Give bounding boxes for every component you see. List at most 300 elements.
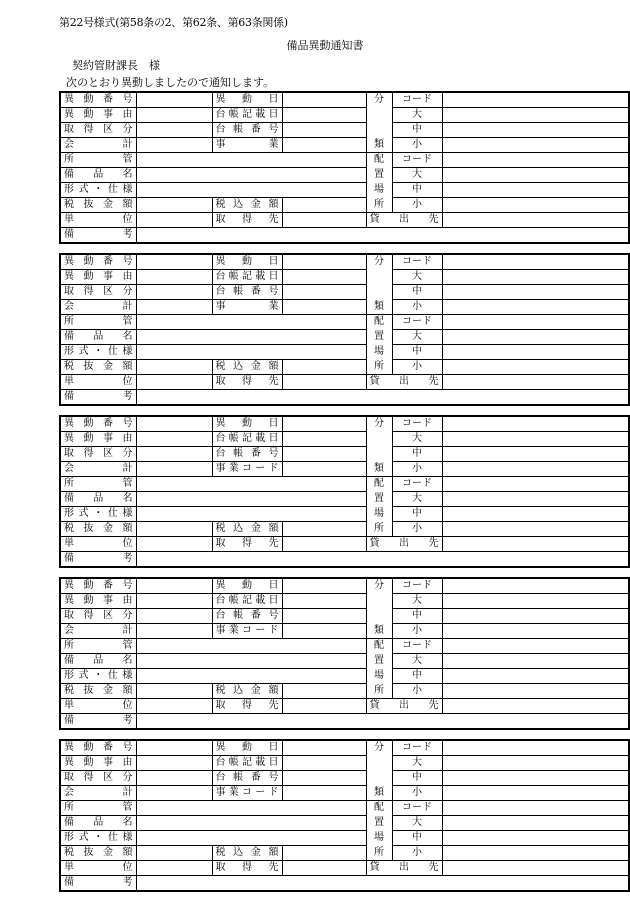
class-middle-label: 中 [392, 285, 442, 300]
label-transfer-reason: 異 動 事 由 [60, 432, 136, 447]
location-code-label: コード [392, 153, 442, 168]
notice-block [59, 739, 630, 892]
value-supplier[interactable] [282, 699, 366, 714]
value-class-small[interactable] [442, 624, 629, 639]
table-row [60, 714, 629, 730]
category-bunrui-top: 分 [366, 254, 392, 270]
value-transfer-number[interactable] [136, 416, 212, 432]
table-row [60, 477, 629, 492]
value-location-code[interactable] [442, 315, 629, 330]
label-transfer-reason: 異 動 事 由 [60, 108, 136, 123]
table-row [60, 228, 629, 244]
table-row [60, 507, 629, 522]
notice-block [59, 415, 630, 568]
value-location-large[interactable] [442, 330, 629, 345]
value-class-large[interactable] [442, 432, 629, 447]
class-large-label: 大 [392, 594, 442, 609]
value-transfer-reason[interactable] [136, 594, 212, 609]
category-location-2: 置 [366, 654, 392, 669]
label-project: 事 業 [212, 300, 282, 315]
label-project: 事業コード [212, 462, 282, 477]
value-supplier[interactable] [282, 375, 366, 390]
label-ledger-date: 台帳記載日 [212, 432, 282, 447]
value-project[interactable] [282, 300, 366, 315]
value-location-small[interactable] [442, 522, 629, 537]
value-department[interactable] [136, 315, 366, 330]
value-lending-to[interactable] [442, 375, 629, 390]
label-department: 所 管 [60, 315, 136, 330]
value-price-incl-tax[interactable] [282, 522, 366, 537]
label-acquisition-type: 取 得 区 分 [60, 123, 136, 138]
value-unit[interactable] [136, 375, 212, 390]
value-transfer-date[interactable] [282, 92, 366, 108]
label-lending-to: 貸 出 先 [366, 861, 442, 876]
category-bunrui-bottom: 類 [366, 786, 392, 801]
addressee: 契約管財課長 様 [72, 59, 160, 72]
value-ledger-number[interactable] [282, 123, 366, 138]
category-bunrui-top: 分 [366, 92, 392, 108]
category-location-2: 置 [366, 330, 392, 345]
value-ledger-date[interactable] [282, 108, 366, 123]
table-row [60, 522, 629, 537]
table-row [60, 108, 629, 123]
value-location-code[interactable] [442, 801, 629, 816]
table-row [60, 270, 629, 285]
table-row [60, 447, 629, 462]
value-acquisition-type[interactable] [136, 771, 212, 786]
value-ledger-date[interactable] [282, 756, 366, 771]
value-price-incl-tax[interactable] [282, 684, 366, 699]
value-department[interactable] [136, 639, 366, 654]
value-location-code[interactable] [442, 153, 629, 168]
category-location-4: 所 [366, 684, 392, 699]
value-price-incl-tax[interactable] [282, 360, 366, 375]
label-department: 所 管 [60, 153, 136, 168]
value-acquisition-type[interactable] [136, 447, 212, 462]
table-row [60, 198, 629, 213]
category-bunrui-bottom: 類 [366, 462, 392, 477]
value-project[interactable] [282, 786, 366, 801]
label-price-excl-tax: 税 抜 金 額 [60, 198, 136, 213]
location-middle-label: 中 [392, 507, 442, 522]
location-small-label: 小 [392, 360, 442, 375]
category-bunrui-top: 分 [366, 416, 392, 432]
label-model-spec: 形式・仕様 [60, 183, 136, 198]
label-ledger-number: 台 帳 番 号 [212, 123, 282, 138]
table-row [60, 92, 629, 108]
value-location-middle[interactable] [442, 345, 629, 360]
table-row [60, 594, 629, 609]
class-large-label: 大 [392, 432, 442, 447]
label-supplier: 取 得 先 [212, 537, 282, 552]
value-remarks[interactable] [136, 714, 629, 730]
table-row [60, 375, 629, 390]
label-unit: 単 位 [60, 861, 136, 876]
value-department[interactable] [136, 477, 366, 492]
label-accounting: 会 計 [60, 624, 136, 639]
label-transfer-reason: 異 動 事 由 [60, 594, 136, 609]
value-transfer-date[interactable] [282, 740, 366, 756]
category-location-4: 所 [366, 198, 392, 213]
value-ledger-number[interactable] [282, 285, 366, 300]
label-transfer-reason: 異 動 事 由 [60, 270, 136, 285]
value-class-large[interactable] [442, 756, 629, 771]
table-row [60, 462, 629, 477]
table-row [60, 801, 629, 816]
label-transfer-date: 異 動 日 [212, 740, 282, 756]
class-large-label: 大 [392, 270, 442, 285]
label-lending-to: 貸 出 先 [366, 537, 442, 552]
label-price-incl-tax: 税 込 金 額 [212, 684, 282, 699]
label-lending-to: 貸 出 先 [366, 213, 442, 228]
label-transfer-date: 異 動 日 [212, 254, 282, 270]
class-small-label: 小 [392, 462, 442, 477]
table-row [60, 330, 629, 345]
value-transfer-number[interactable] [136, 254, 212, 270]
class-large-label: 大 [392, 108, 442, 123]
table-row [60, 432, 629, 447]
value-transfer-date[interactable] [282, 578, 366, 594]
value-project[interactable] [282, 138, 366, 153]
table-row [60, 876, 629, 892]
value-department[interactable] [136, 801, 366, 816]
table-row [60, 492, 629, 507]
class-small-label: 小 [392, 786, 442, 801]
value-class-code[interactable] [442, 92, 629, 108]
code-label: コード [392, 740, 442, 756]
value-ledger-number[interactable] [282, 771, 366, 786]
value-model-spec[interactable] [136, 669, 366, 684]
value-acquisition-type[interactable] [136, 609, 212, 624]
table-row [60, 654, 629, 669]
label-price-incl-tax: 税 込 金 額 [212, 522, 282, 537]
label-transfer-number: 異 動 番 号 [60, 254, 136, 270]
location-large-label: 大 [392, 168, 442, 183]
label-remarks: 備 考 [60, 390, 136, 406]
value-class-middle[interactable] [442, 609, 629, 624]
value-transfer-reason[interactable] [136, 756, 212, 771]
value-accounting[interactable] [136, 786, 212, 801]
label-department: 所 管 [60, 477, 136, 492]
value-price-incl-tax[interactable] [282, 846, 366, 861]
label-item-name: 備 品 名 [60, 654, 136, 669]
table-row [60, 756, 629, 771]
table-row [60, 816, 629, 831]
value-location-large[interactable] [442, 654, 629, 669]
label-supplier: 取 得 先 [212, 213, 282, 228]
value-model-spec[interactable] [136, 345, 366, 360]
label-remarks: 備 考 [60, 714, 136, 730]
value-class-code[interactable] [442, 416, 629, 432]
value-remarks[interactable] [136, 228, 629, 244]
value-location-code[interactable] [442, 477, 629, 492]
value-transfer-reason[interactable] [136, 270, 212, 285]
value-department[interactable] [136, 153, 366, 168]
label-model-spec: 形式・仕様 [60, 507, 136, 522]
value-ledger-number[interactable] [282, 447, 366, 462]
code-label: コード [392, 578, 442, 594]
label-unit: 単 位 [60, 213, 136, 228]
value-class-large[interactable] [442, 108, 629, 123]
label-unit: 単 位 [60, 375, 136, 390]
location-small-label: 小 [392, 846, 442, 861]
table-row [60, 345, 629, 360]
label-unit: 単 位 [60, 699, 136, 714]
table-row [60, 684, 629, 699]
table-row [60, 254, 629, 270]
value-location-small[interactable] [442, 846, 629, 861]
value-location-middle[interactable] [442, 669, 629, 684]
value-transfer-number[interactable] [136, 578, 212, 594]
value-item-name[interactable] [136, 492, 366, 507]
value-class-small[interactable] [442, 462, 629, 477]
table-row [60, 390, 629, 406]
value-class-code[interactable] [442, 740, 629, 756]
location-code-label: コード [392, 315, 442, 330]
label-price-excl-tax: 税 抜 金 額 [60, 684, 136, 699]
location-middle-label: 中 [392, 183, 442, 198]
value-supplier[interactable] [282, 213, 366, 228]
location-small-label: 小 [392, 522, 442, 537]
category-location-2: 置 [366, 168, 392, 183]
value-location-large[interactable] [442, 816, 629, 831]
location-middle-label: 中 [392, 831, 442, 846]
location-code-label: コード [392, 639, 442, 654]
label-acquisition-type: 取 得 区 分 [60, 285, 136, 300]
table-row [60, 213, 629, 228]
code-label: コード [392, 254, 442, 270]
class-large-label: 大 [392, 756, 442, 771]
label-model-spec: 形式・仕様 [60, 345, 136, 360]
label-supplier: 取 得 先 [212, 699, 282, 714]
value-item-name[interactable] [136, 330, 366, 345]
value-project[interactable] [282, 462, 366, 477]
table-row [60, 669, 629, 684]
value-accounting[interactable] [136, 138, 212, 153]
value-class-code[interactable] [442, 578, 629, 594]
class-small-label: 小 [392, 624, 442, 639]
category-location-4: 所 [366, 846, 392, 861]
value-ledger-date[interactable] [282, 270, 366, 285]
value-remarks[interactable] [136, 552, 629, 568]
label-lending-to: 貸 出 先 [366, 699, 442, 714]
intro-text: 次のとおり異動しましたので通知します。 [66, 76, 275, 89]
value-ledger-date[interactable] [282, 594, 366, 609]
value-lending-to[interactable] [442, 537, 629, 552]
location-code-label: コード [392, 477, 442, 492]
label-item-name: 備 品 名 [60, 330, 136, 345]
value-price-excl-tax[interactable] [136, 360, 212, 375]
value-transfer-reason[interactable] [136, 432, 212, 447]
category-location-1: 配 [366, 153, 392, 168]
label-accounting: 会 計 [60, 138, 136, 153]
label-price-excl-tax: 税 抜 金 額 [60, 846, 136, 861]
value-project[interactable] [282, 624, 366, 639]
value-acquisition-type[interactable] [136, 123, 212, 138]
category-bunrui-bottom: 類 [366, 624, 392, 639]
value-location-small[interactable] [442, 360, 629, 375]
category-location-3: 場 [366, 183, 392, 198]
value-ledger-number[interactable] [282, 609, 366, 624]
table-row [60, 846, 629, 861]
value-class-code[interactable] [442, 254, 629, 270]
value-model-spec[interactable] [136, 183, 366, 198]
value-unit[interactable] [136, 537, 212, 552]
value-class-middle[interactable] [442, 285, 629, 300]
value-model-spec[interactable] [136, 831, 366, 846]
table-row [60, 578, 629, 594]
value-class-large[interactable] [442, 594, 629, 609]
location-small-label: 小 [392, 684, 442, 699]
value-item-name[interactable] [136, 816, 366, 831]
value-remarks[interactable] [136, 390, 629, 406]
value-location-large[interactable] [442, 492, 629, 507]
location-code-label: コード [392, 801, 442, 816]
value-transfer-reason[interactable] [136, 108, 212, 123]
table-row [60, 285, 629, 300]
label-ledger-number: 台 帳 番 号 [212, 447, 282, 462]
value-transfer-date[interactable] [282, 254, 366, 270]
value-transfer-date[interactable] [282, 416, 366, 432]
table-row [60, 300, 629, 315]
value-price-incl-tax[interactable] [282, 198, 366, 213]
label-acquisition-type: 取 得 区 分 [60, 771, 136, 786]
category-bunrui-bottom: 類 [366, 300, 392, 315]
label-acquisition-type: 取 得 区 分 [60, 447, 136, 462]
value-model-spec[interactable] [136, 507, 366, 522]
table-row [60, 138, 629, 153]
category-location-3: 場 [366, 507, 392, 522]
label-item-name: 備 品 名 [60, 492, 136, 507]
label-transfer-number: 異 動 番 号 [60, 578, 136, 594]
value-location-middle[interactable] [442, 507, 629, 522]
table-row [60, 771, 629, 786]
location-large-label: 大 [392, 816, 442, 831]
location-middle-label: 中 [392, 345, 442, 360]
label-remarks: 備 考 [60, 228, 136, 244]
value-unit[interactable] [136, 861, 212, 876]
value-location-small[interactable] [442, 198, 629, 213]
label-ledger-date: 台帳記載日 [212, 108, 282, 123]
location-middle-label: 中 [392, 669, 442, 684]
label-transfer-number: 異 動 番 号 [60, 92, 136, 108]
value-class-middle[interactable] [442, 447, 629, 462]
category-bunrui-bottom: 類 [366, 138, 392, 153]
value-location-middle[interactable] [442, 831, 629, 846]
label-ledger-date: 台帳記載日 [212, 756, 282, 771]
label-price-excl-tax: 税 抜 金 額 [60, 522, 136, 537]
label-project: 事業コード [212, 624, 282, 639]
label-model-spec: 形式・仕様 [60, 831, 136, 846]
value-acquisition-type[interactable] [136, 285, 212, 300]
value-item-name[interactable] [136, 654, 366, 669]
category-bunrui-top: 分 [366, 740, 392, 756]
table-row [60, 831, 629, 846]
code-label: コード [392, 92, 442, 108]
table-row [60, 861, 629, 876]
category-location-3: 場 [366, 831, 392, 846]
value-class-small[interactable] [442, 786, 629, 801]
code-label: コード [392, 416, 442, 432]
table-row [60, 123, 629, 138]
label-remarks: 備 考 [60, 876, 136, 892]
location-large-label: 大 [392, 330, 442, 345]
value-unit[interactable] [136, 213, 212, 228]
table-row [60, 699, 629, 714]
category-location-2: 置 [366, 492, 392, 507]
value-ledger-date[interactable] [282, 432, 366, 447]
value-accounting[interactable] [136, 300, 212, 315]
category-location-1: 配 [366, 801, 392, 816]
value-supplier[interactable] [282, 537, 366, 552]
class-middle-label: 中 [392, 447, 442, 462]
label-department: 所 管 [60, 639, 136, 654]
label-item-name: 備 品 名 [60, 168, 136, 183]
label-ledger-date: 台帳記載日 [212, 594, 282, 609]
table-row [60, 168, 629, 183]
class-middle-label: 中 [392, 771, 442, 786]
value-lending-to[interactable] [442, 213, 629, 228]
value-class-large[interactable] [442, 270, 629, 285]
value-transfer-number[interactable] [136, 740, 212, 756]
document-title: 備品異動通知書 [286, 39, 364, 52]
label-transfer-reason: 異 動 事 由 [60, 756, 136, 771]
location-small-label: 小 [392, 198, 442, 213]
label-price-incl-tax: 税 込 金 額 [212, 846, 282, 861]
value-class-small[interactable] [442, 138, 629, 153]
category-location-4: 所 [366, 522, 392, 537]
value-class-small[interactable] [442, 300, 629, 315]
value-class-middle[interactable] [442, 771, 629, 786]
category-location-3: 場 [366, 669, 392, 684]
value-unit[interactable] [136, 699, 212, 714]
value-location-small[interactable] [442, 684, 629, 699]
value-remarks[interactable] [136, 876, 629, 892]
table-row [60, 552, 629, 568]
label-ledger-number: 台 帳 番 号 [212, 285, 282, 300]
value-location-code[interactable] [442, 639, 629, 654]
table-row [60, 537, 629, 552]
value-price-excl-tax[interactable] [136, 522, 212, 537]
label-transfer-date: 異 動 日 [212, 92, 282, 108]
value-price-excl-tax[interactable] [136, 846, 212, 861]
category-location-4: 所 [366, 360, 392, 375]
value-location-large[interactable] [442, 168, 629, 183]
value-price-excl-tax[interactable] [136, 198, 212, 213]
value-accounting[interactable] [136, 462, 212, 477]
value-item-name[interactable] [136, 168, 366, 183]
label-price-incl-tax: 税 込 金 額 [212, 360, 282, 375]
label-accounting: 会 計 [60, 462, 136, 477]
label-item-name: 備 品 名 [60, 816, 136, 831]
table-row [60, 639, 629, 654]
label-department: 所 管 [60, 801, 136, 816]
value-price-excl-tax[interactable] [136, 684, 212, 699]
value-location-middle[interactable] [442, 183, 629, 198]
location-large-label: 大 [392, 492, 442, 507]
class-small-label: 小 [392, 138, 442, 153]
value-accounting[interactable] [136, 624, 212, 639]
category-location-2: 置 [366, 816, 392, 831]
value-lending-to[interactable] [442, 861, 629, 876]
value-supplier[interactable] [282, 861, 366, 876]
value-class-middle[interactable] [442, 123, 629, 138]
class-small-label: 小 [392, 300, 442, 315]
category-location-1: 配 [366, 315, 392, 330]
value-lending-to[interactable] [442, 699, 629, 714]
category-location-1: 配 [366, 477, 392, 492]
value-transfer-number[interactable] [136, 92, 212, 108]
